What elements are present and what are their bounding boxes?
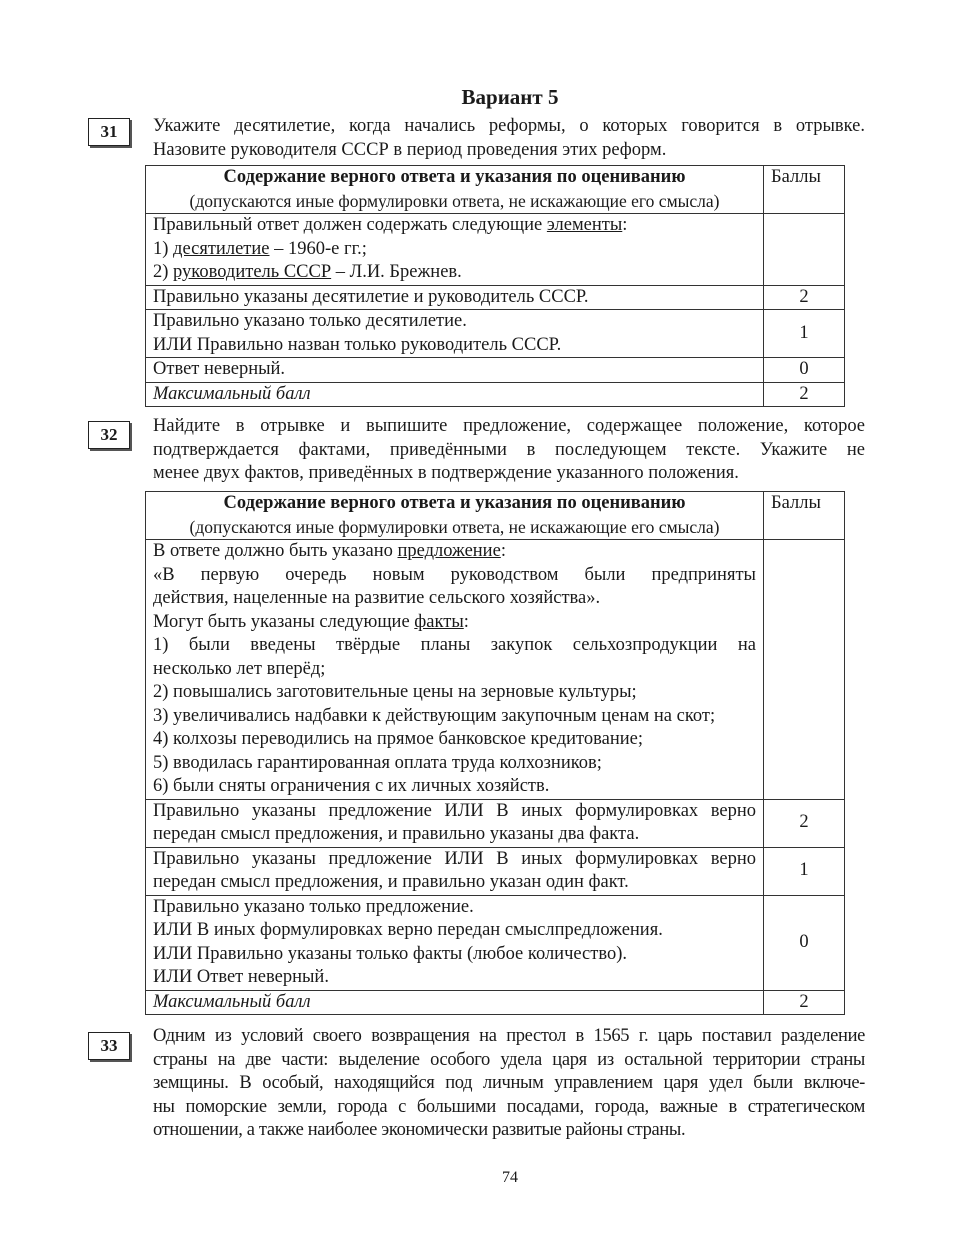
q32-points-2: 2 — [764, 799, 845, 847]
q32-fact: 4) колхозы переводились на прямое банковское кредитование; — [153, 729, 643, 749]
q32-fact: 3) увеличивались надбавки к действующим закупочным ценам на скот; — [153, 705, 716, 726]
q31-answer-cell: Правильный ответ должен содержать следующие элементы: 1) десятилетие – 1960-е гг.; 2) руководитель СССР – Л.И. Брежнев. — [146, 214, 764, 286]
question-32-text — [153, 415, 865, 486]
variant-title: Вариант 5 — [461, 85, 559, 109]
q31-max-points: 2 — [764, 382, 845, 407]
q32-line: Найдите в отрывке и выпишите предложение, содержащее положение, которое — [153, 416, 865, 436]
q32-scoring-table — [145, 491, 845, 1015]
q31-criterion-2: Правильно указаны десятилетие и руководитель СССР. — [146, 285, 764, 310]
q32-fact: 6) были сняты ограничения с их личных хозяйств. — [153, 776, 550, 796]
q31-header-content: Содержание верного ответа и указания по оцениванию (допускаются иные формулировки ответа, не искажающие его смысла) — [146, 166, 764, 214]
q32-points-0: 0 — [764, 895, 845, 990]
question-number-31: 31 — [88, 118, 130, 146]
q32-fact: 2) повышались заготовительные цены на зерновые культуры; — [153, 682, 637, 702]
q33-line: отношении, а также наиболее экономически развитые районы страны. — [153, 1120, 686, 1140]
question-number-33: 33 — [88, 1032, 130, 1060]
question-33-text — [153, 1025, 865, 1143]
q32-line: подтверждается фактами, приведёнными в последующем тексте. Укажите не — [153, 439, 865, 460]
q31-answer-points — [764, 214, 845, 286]
page-number: 74 — [502, 1169, 518, 1186]
q32-fact: 5) вводилась гарантированная оплата труда колхозников; — [153, 752, 602, 773]
q31-scoring-table — [145, 165, 845, 407]
q32-criterion-2: Правильно указаны предложение ИЛИ В иных формулировках верно передан смысл предложения, и правильно указаны два факта. — [146, 799, 764, 847]
q32-line: менее двух фактов, приведённых в подтверждение указанного положения. — [153, 463, 739, 483]
q31-line: Назовите руководителя СССР в период проведения этих реформ. — [153, 139, 667, 160]
q31-criterion-1: Правильно указано только десятилетие. ИЛИ Правильно назван только руководитель СССР. — [146, 310, 764, 358]
q31-points-1: 1 — [764, 310, 845, 358]
q31-header-points: Баллы — [764, 166, 845, 214]
q32-max-points: 2 — [764, 990, 845, 1015]
q32-criterion-1: Правильно указаны предложение ИЛИ В иных формулировках верно передан смысл предложения, и правильно указан один факт. — [146, 847, 764, 895]
q33-line: ны поморские земли, города с большими посадами, города, важные в стратегическом — [153, 1096, 865, 1117]
q32-header-content: Содержание верного ответа и указания по оцениванию (допускаются иные формулировки ответа, не искажающие его смысла) — [146, 492, 764, 540]
q32-criterion-0: Правильно указано только предложение. ИЛИ В иных формулировках верно передан смыслпредложения. ИЛИ Правильно указаны только факты (любое количество). ИЛИ Ответ неверный. — [146, 895, 764, 990]
q32-header-points: Баллы — [764, 492, 845, 540]
q31-criterion-0: Ответ неверный. — [146, 358, 764, 383]
q33-line: страны на две части: выделение особого удела царя из остальной территории страны — [153, 1049, 865, 1070]
q32-points-1: 1 — [764, 847, 845, 895]
q32-max-label: Максимальный балл — [146, 990, 764, 1015]
q32-answer-cell: В ответе должно быть указано предложение: «В первую очередь новым руководством были предприняты действия, нацеленные на развитие сельского хозяйства». Могут быть указаны следующие факты: 1) были введены твёрдые планы закупок сельхозпродукции на несколько лет вперёд; 2) повышались заготовительные цены на зерновые культуры; 3) увеличивались надбавки к действующим закупочным ценам на скот; 4) колхозы переводились на прямое банковское кредитование; 5) вводилась гарантированная оплата труда колхозников; 6) были сняты ограничения с их личных хозяйств. — [146, 540, 764, 800]
q31-line: Укажите десятилетие, когда начались реформы, о которых говорится в отрывке. — [153, 116, 865, 136]
q32-answer-points — [764, 540, 845, 800]
q31-points-0: 0 — [764, 358, 845, 383]
q33-line: Одним из условий своего возвращения на престол в 1565 г. царь поставил разделение — [153, 1026, 865, 1046]
question-number-32: 32 — [88, 421, 130, 449]
q31-max-label: Максимальный балл — [146, 382, 764, 407]
q33-line: земщины. В особый, находящийся под личным управлением царя удел были включе- — [153, 1073, 865, 1093]
q31-points-2: 2 — [764, 285, 845, 310]
question-31-text — [153, 115, 865, 162]
